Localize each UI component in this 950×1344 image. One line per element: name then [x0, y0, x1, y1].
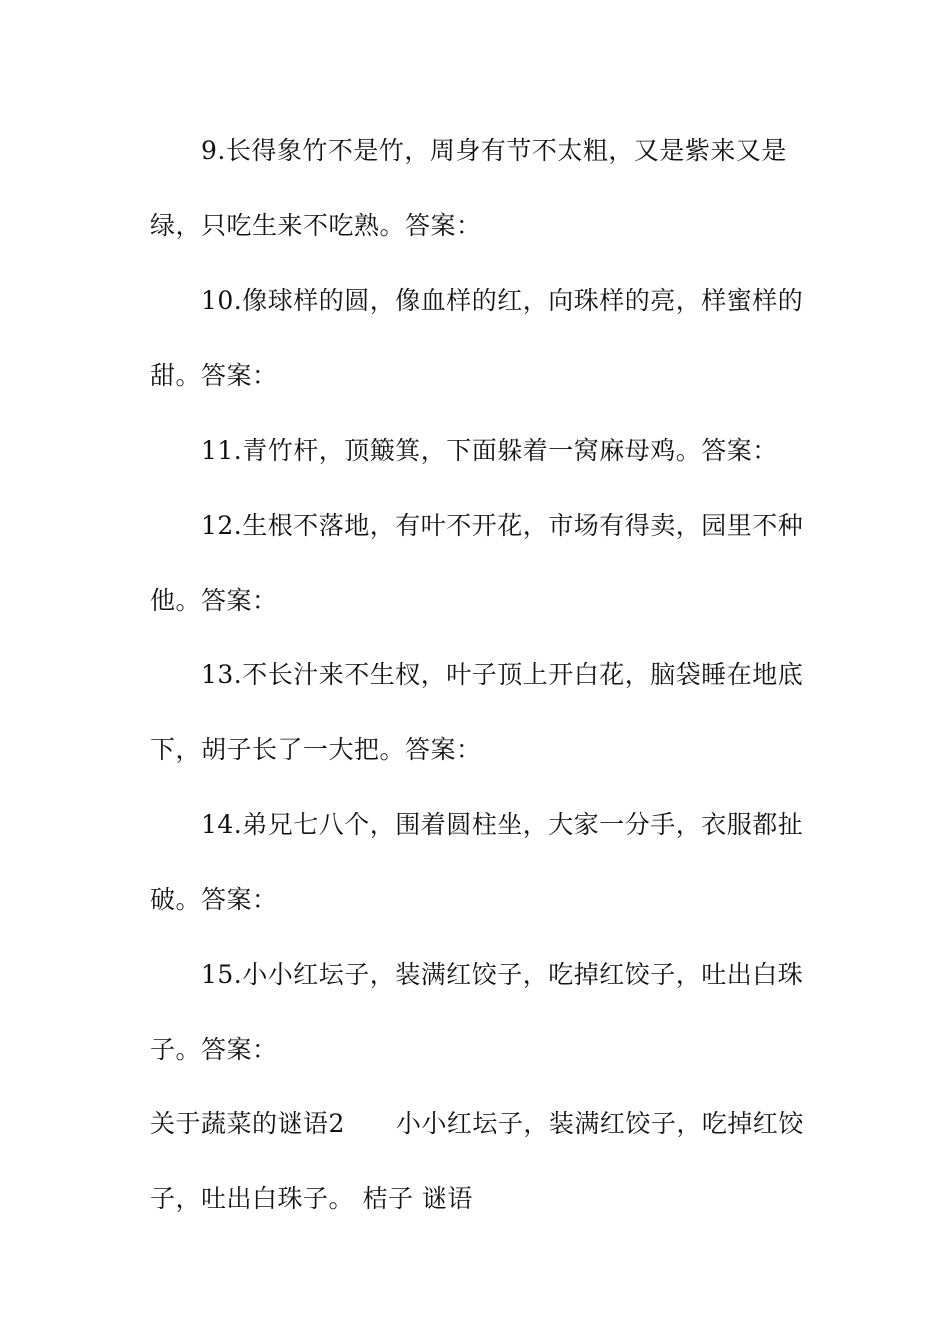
riddle-14-line-2: 破。答案：: [150, 885, 278, 914]
riddle-10-line-1: 10.像球样的圆，像血样的红，向珠样的亮，样蜜样的: [201, 286, 804, 315]
riddle-11-line-1: 11.青竹杆，顶簸箕，下面躲着一窝麻母鸡。答案：: [201, 436, 778, 465]
riddle-9-line-2: 绿，只吃生来不吃熟。答案：: [150, 211, 482, 240]
riddle-15-line-1: 15.小小红坛子，装满红饺子，吃掉红饺子，吐出白珠: [201, 960, 804, 989]
section-heading-line: 关于蔬菜的谜语2 小小红坛子，装满红饺子，吃掉红饺: [150, 1109, 804, 1138]
riddle-15-line-2: 子。答案：: [150, 1035, 278, 1064]
riddle-13-line-1: 13.不长汁来不生杈，叶子顶上开白花，脑袋睡在地底: [201, 660, 804, 689]
riddle-14-line-1: 14.弟兄七八个，围着圆柱坐，大家一分手，衣服都扯: [201, 810, 804, 839]
riddle-10-line-2: 甜。答案：: [150, 361, 278, 390]
riddle-12-line-2: 他。答案：: [150, 586, 278, 615]
section-answer-line: 子，吐出白珠子。 桔子 谜语: [150, 1184, 473, 1213]
riddle-13-line-2: 下，胡子长了一大把。答案：: [150, 735, 482, 764]
riddle-9-line-1: 9.长得象竹不是竹，周身有节不太粗，又是紫来又是: [201, 136, 787, 165]
riddle-12-line-1: 12.生根不落地，有叶不开花，市场有得卖，园里不种: [201, 511, 804, 540]
